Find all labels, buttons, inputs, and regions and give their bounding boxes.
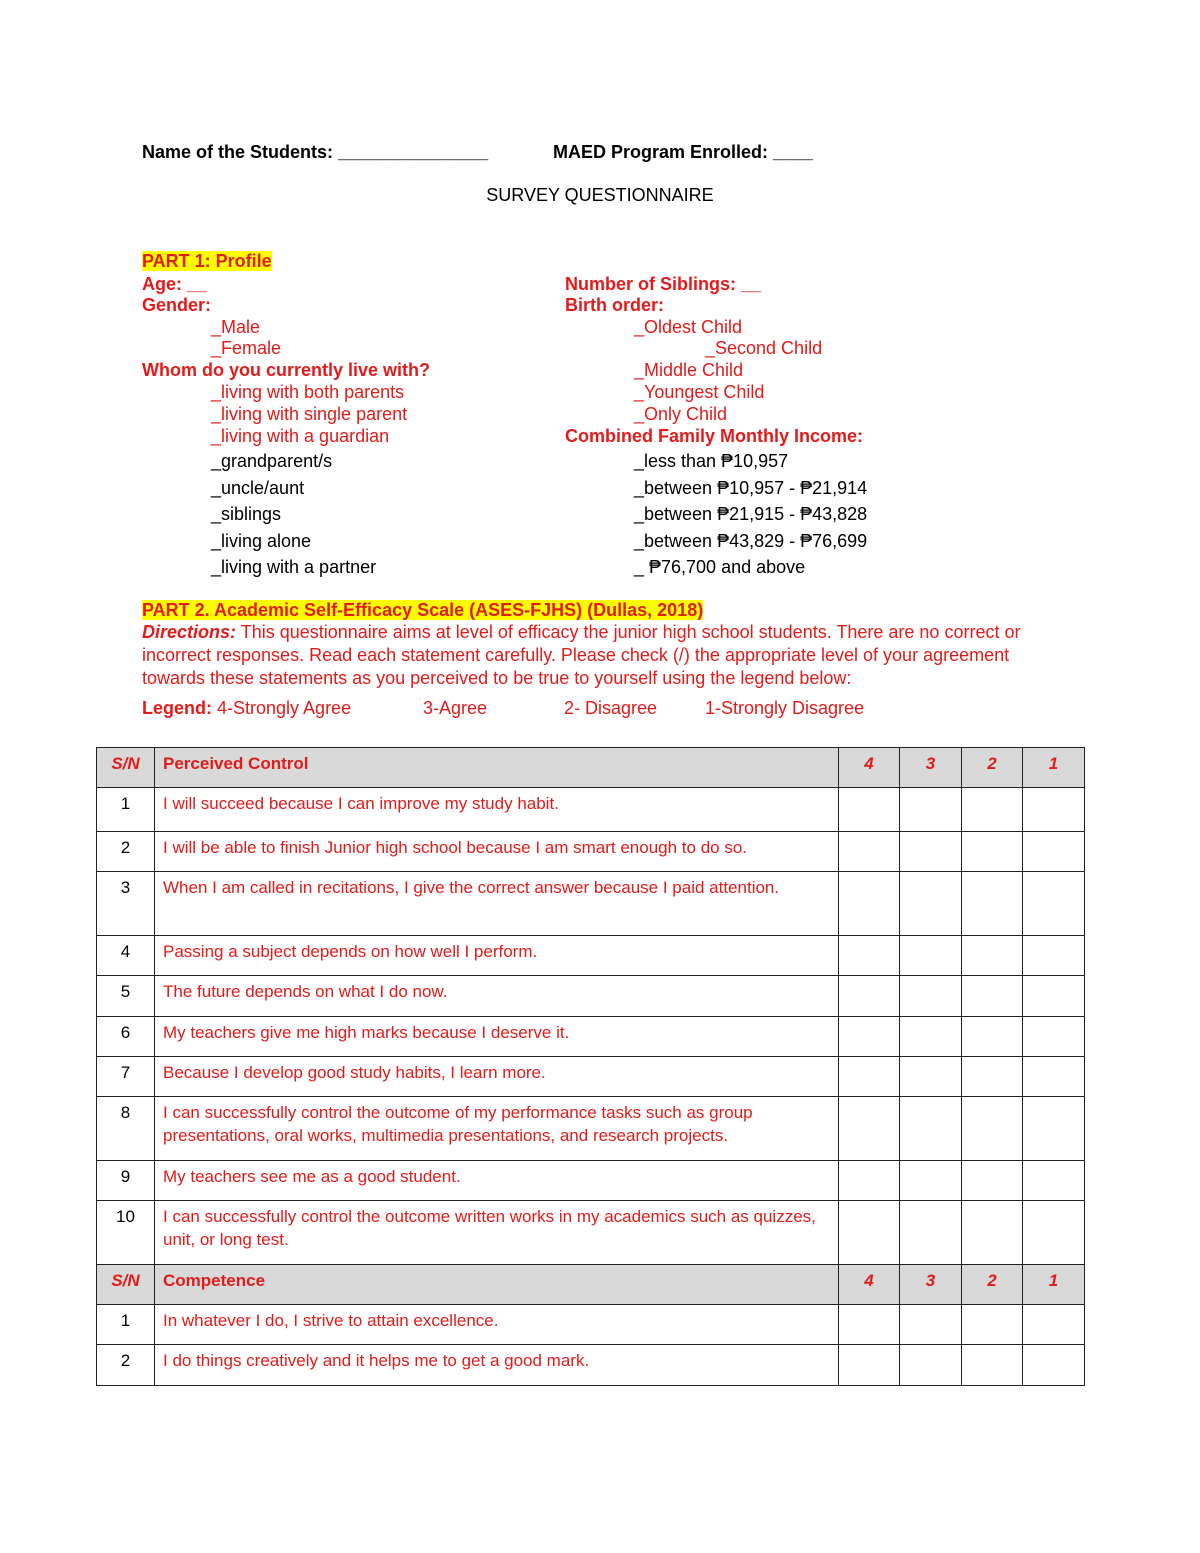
- item-number: 9: [97, 1161, 155, 1201]
- rating-cell-2[interactable]: [962, 1097, 1023, 1161]
- sn-header: S/N: [97, 1265, 155, 1305]
- item-number: 2: [97, 832, 155, 872]
- birth-order-label: Birth order:: [565, 295, 664, 315]
- table-row: [97, 1161, 1085, 1201]
- part2-heading: PART 2. Academic Self-Efficacy Scale (ASES-FJHS) (Dullas, 2018): [142, 600, 704, 620]
- item-statement: I can successfully control the outcome written works in my academics such as quizzes, unit, or long test.: [155, 1201, 839, 1265]
- level-header: 1: [1023, 1265, 1085, 1305]
- rating-cell-2[interactable]: [962, 1305, 1023, 1345]
- directions: [142, 621, 1052, 690]
- rating-cell-4[interactable]: [839, 872, 900, 936]
- rating-cell-2[interactable]: [962, 976, 1023, 1017]
- rating-cell-1[interactable]: [1023, 1161, 1085, 1201]
- page-title: SURVEY QUESTIONNAIRE: [486, 185, 714, 205]
- section-header-row: [97, 748, 1085, 788]
- table-row: [97, 872, 1085, 936]
- rating-cell-4[interactable]: [839, 1161, 900, 1201]
- income-option: _between ₱10,957 - ₱21,914: [634, 478, 868, 498]
- table-row: [97, 832, 1085, 872]
- rating-cell-2[interactable]: [962, 1161, 1023, 1201]
- legend-item: 4-Strongly Agree: [212, 698, 352, 718]
- rating-cell-3[interactable]: [900, 1161, 962, 1201]
- rating-cell-1[interactable]: [1023, 1057, 1085, 1097]
- item-statement: The future depends on what I do now.: [155, 976, 839, 1017]
- level-header: 1: [1023, 748, 1085, 788]
- rating-cell-4[interactable]: [839, 788, 900, 832]
- rating-cell-1[interactable]: [1023, 1097, 1085, 1161]
- efficacy-table: [96, 747, 1085, 1386]
- rating-cell-3[interactable]: [900, 1057, 962, 1097]
- live-with-option: _siblings: [211, 504, 282, 524]
- table-row: [97, 1057, 1085, 1097]
- student-name-label: Name of the Students: _______________: [142, 142, 489, 162]
- rating-cell-1[interactable]: [1023, 1345, 1085, 1386]
- live-with-option: _uncle/aunt: [211, 478, 305, 498]
- rating-cell-2[interactable]: [962, 1201, 1023, 1265]
- level-header: 4: [839, 1265, 900, 1305]
- birth-order-option: _Second Child: [705, 338, 823, 358]
- gender-option: _Female: [211, 338, 282, 358]
- birth-order-option: _Youngest Child: [634, 382, 765, 402]
- birth-order-option: _Middle Child: [634, 360, 744, 380]
- rating-cell-4[interactable]: [839, 1017, 900, 1057]
- section-title: Perceived Control: [155, 748, 839, 788]
- item-number: 2: [97, 1345, 155, 1386]
- item-number: 5: [97, 976, 155, 1017]
- item-number: 1: [97, 788, 155, 832]
- item-statement: My teachers see me as a good student.: [155, 1161, 839, 1201]
- rating-cell-2[interactable]: [962, 1017, 1023, 1057]
- table-row: [97, 1345, 1085, 1386]
- rating-cell-4[interactable]: [839, 1057, 900, 1097]
- level-header: 3: [900, 1265, 962, 1305]
- rating-cell-4[interactable]: [839, 936, 900, 976]
- item-statement: I can successfully control the outcome of my performance tasks such as group presentations, oral works, multimedia presentations, and research projects.: [155, 1097, 839, 1161]
- level-header: 3: [900, 748, 962, 788]
- rating-cell-3[interactable]: [900, 832, 962, 872]
- rating-cell-3[interactable]: [900, 1017, 962, 1057]
- legend-item: 2- Disagree: [564, 698, 658, 718]
- section-header-row: [97, 1265, 1085, 1305]
- rating-cell-4[interactable]: [839, 976, 900, 1017]
- live-with-option: _grandparent/s: [211, 451, 333, 471]
- program-enrolled-label: MAED Program Enrolled: ____: [553, 142, 814, 162]
- siblings-label: Number of Siblings: __: [565, 274, 762, 294]
- live-with-option: _living with a partner: [211, 557, 377, 577]
- income-option: _between ₱21,915 - ₱43,828: [634, 504, 868, 524]
- item-number: 7: [97, 1057, 155, 1097]
- table-row: [97, 788, 1085, 832]
- level-header: 2: [962, 1265, 1023, 1305]
- level-header: 2: [962, 748, 1023, 788]
- live-with-option: _living with both parents: [211, 382, 405, 402]
- rating-cell-3[interactable]: [900, 1201, 962, 1265]
- live-with-option: _living with a guardian: [211, 426, 390, 446]
- rating-cell-3[interactable]: [900, 936, 962, 976]
- rating-cell-2[interactable]: [962, 872, 1023, 936]
- birth-order-option: _Oldest Child: [634, 317, 743, 337]
- live-with-option: _living with single parent: [211, 404, 408, 424]
- rating-cell-3[interactable]: [900, 1097, 962, 1161]
- rating-cell-1[interactable]: [1023, 1305, 1085, 1345]
- rating-cell-3[interactable]: [900, 976, 962, 1017]
- gender-option: _Male: [211, 317, 261, 337]
- rating-cell-1[interactable]: [1023, 1201, 1085, 1265]
- legend: [142, 698, 351, 719]
- table-row: [97, 1201, 1085, 1265]
- item-number: 4: [97, 936, 155, 976]
- rating-cell-3[interactable]: [900, 872, 962, 936]
- income-option: _between ₱43,829 - ₱76,699: [634, 531, 868, 551]
- rating-cell-1[interactable]: [1023, 1017, 1085, 1057]
- directions-text: This questionnaire aims at level of efficacy the junior high school students. There are no correct or incorrect responses. Read each statement carefully. Please check (/) the appropriate level of your agreement towards these statements as you perceived to be true to yourself using the legend below:: [142, 622, 1021, 688]
- age-label: Age: __: [142, 274, 208, 294]
- rating-cell-2[interactable]: [962, 1345, 1023, 1386]
- table-row: [97, 936, 1085, 976]
- income-option: _ ₱76,700 and above: [634, 557, 806, 577]
- item-statement: Passing a subject depends on how well I perform.: [155, 936, 839, 976]
- rating-cell-3[interactable]: [900, 1345, 962, 1386]
- rating-cell-3[interactable]: [900, 788, 962, 832]
- sn-header: S/N: [97, 748, 155, 788]
- item-number: 3: [97, 872, 155, 936]
- section-title: Competence: [155, 1265, 839, 1305]
- directions-label: Directions:: [142, 622, 237, 642]
- item-number: 10: [97, 1201, 155, 1265]
- birth-order-option: _Only Child: [634, 404, 728, 424]
- table-row: [97, 1017, 1085, 1057]
- rating-cell-2[interactable]: [962, 832, 1023, 872]
- item-statement: I do things creatively and it helps me to get a good mark.: [155, 1345, 839, 1386]
- table-row: [97, 976, 1085, 1017]
- item-statement: I will be able to finish Junior high school because I am smart enough to do so.: [155, 832, 839, 872]
- rating-cell-1[interactable]: [1023, 976, 1085, 1017]
- item-statement: In whatever I do, I strive to attain excellence.: [155, 1305, 839, 1345]
- live-with-label: Whom do you currently live with?: [142, 360, 431, 380]
- legend-item: 1-Strongly Disagree: [705, 698, 865, 718]
- table-row: [97, 1097, 1085, 1161]
- item-statement: When I am called in recitations, I give the correct answer because I paid attention.: [155, 872, 839, 936]
- rating-cell-2[interactable]: [962, 936, 1023, 976]
- rating-cell-4[interactable]: [839, 1345, 900, 1386]
- rating-cell-2[interactable]: [962, 1057, 1023, 1097]
- table-row: [97, 1305, 1085, 1345]
- rating-cell-4[interactable]: [839, 1201, 900, 1265]
- legend-item: 3-Agree: [423, 698, 488, 718]
- income-option: _less than ₱10,957: [634, 451, 789, 471]
- gender-label: Gender:: [142, 295, 212, 315]
- rating-cell-1[interactable]: [1023, 936, 1085, 976]
- level-header: 4: [839, 748, 900, 788]
- item-statement: Because I develop good study habits, I learn more.: [155, 1057, 839, 1097]
- item-number: 6: [97, 1017, 155, 1057]
- item-statement: I will succeed because I can improve my study habit.: [155, 788, 839, 832]
- item-statement: My teachers give me high marks because I deserve it.: [155, 1017, 839, 1057]
- rating-cell-3[interactable]: [900, 1305, 962, 1345]
- rating-cell-1[interactable]: [1023, 872, 1085, 936]
- rating-cell-1[interactable]: [1023, 832, 1085, 872]
- legend-label: Legend:: [142, 698, 212, 718]
- item-number: 1: [97, 1305, 155, 1345]
- rating-cell-4[interactable]: [839, 1097, 900, 1161]
- item-number: 8: [97, 1097, 155, 1161]
- rating-cell-4[interactable]: [839, 1305, 900, 1345]
- rating-cell-2[interactable]: [962, 788, 1023, 832]
- income-label: Combined Family Monthly Income:: [565, 426, 864, 446]
- rating-cell-4[interactable]: [839, 832, 900, 872]
- live-with-option: _living alone: [211, 531, 312, 551]
- rating-cell-1[interactable]: [1023, 788, 1085, 832]
- part1-heading: PART 1: Profile: [142, 251, 272, 271]
